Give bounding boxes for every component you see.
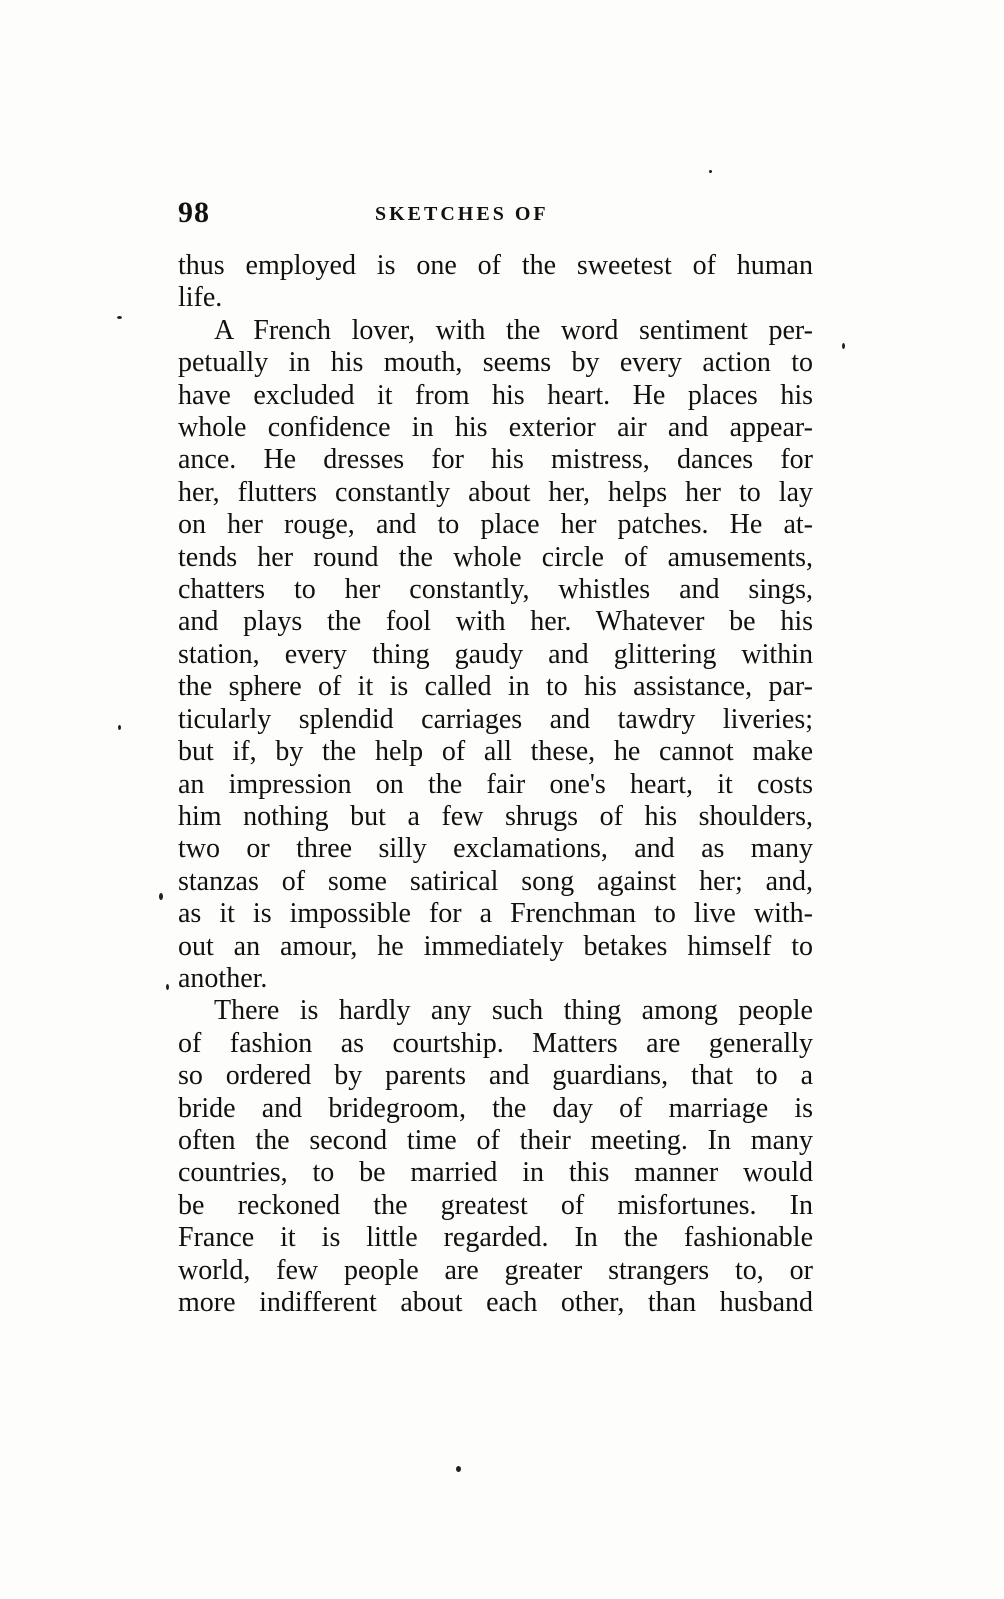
text-line: out an amour, he immediately betakes himself to — [178, 930, 813, 962]
text-line: bride and bridegroom, the day of marriage is — [178, 1092, 813, 1124]
text-line: as it is impossible for a Frenchman to live with- — [178, 898, 813, 930]
page-header — [178, 196, 818, 236]
text-line: stanzas of some satirical song against her; and, — [178, 865, 813, 897]
text-line: and plays the fool with her. Whatever be his — [178, 606, 813, 638]
text-line: life. — [178, 282, 223, 314]
text-line: station, every thing gaudy and glittering within — [178, 638, 813, 670]
text-line: France it is little regarded. In the fashionable — [178, 1222, 813, 1254]
text-line: be reckoned the greatest of misfortunes. In — [178, 1189, 813, 1221]
text-line: on her rouge, and to place her patches. He at- — [178, 509, 813, 541]
text-line: ance. He dresses for his mistress, dances for — [178, 444, 813, 476]
text-line: so ordered by parents and guardians, that to a — [178, 1060, 813, 1092]
text-line: petually in his mouth, seems by every action to — [178, 347, 813, 379]
text-line: have excluded it from his heart. He places his — [178, 379, 813, 411]
text-line: chatters to her constantly, whistles and sings, — [178, 574, 813, 606]
body-text — [178, 250, 813, 1319]
scan-speck — [166, 984, 169, 990]
scan-speck — [159, 893, 163, 900]
running-head: SKETCHES OF — [375, 203, 549, 225]
text-line: an impression on the fair one's heart, it costs — [178, 768, 813, 800]
text-line: tends her round the whole circle of amusements, — [178, 541, 813, 573]
text-line: two or three silly exclamations, and as many — [178, 833, 813, 865]
text-line: world, few people are greater strangers to, or — [178, 1254, 813, 1286]
text-line: of fashion as courtship. Matters are generally — [178, 1027, 813, 1059]
page-number: 98 — [178, 196, 210, 229]
paragraph-start-line: A French lover, with the word sentiment per- — [214, 314, 813, 346]
text-line: the sphere of it is called in to his assistance, par- — [178, 671, 813, 703]
scan-speck — [456, 1466, 461, 1472]
text-line: whole confidence in his exterior air and appear- — [178, 412, 813, 444]
text-line: thus employed is one of the sweetest of human — [178, 250, 813, 281]
text-line: another. — [178, 962, 268, 994]
text-line: but if, by the help of all these, he cannot make — [178, 736, 813, 768]
text-line: her, flutters constantly about her, helps her to lay — [178, 476, 813, 508]
paragraph-start-line: There is hardly any such thing among people — [214, 995, 813, 1027]
text-line: ticularly splendid carriages and tawdry liveries; — [178, 703, 813, 735]
scan-speck — [842, 343, 845, 349]
scan-speck — [709, 170, 712, 173]
text-line: countries, to be married in this manner would — [178, 1157, 813, 1189]
scan-speck — [117, 316, 122, 319]
text-line: him nothing but a few shrugs of his shoulders, — [178, 800, 813, 832]
text-line: often the second time of their meeting. In many — [178, 1124, 813, 1156]
text-line: more indifferent about each other, than husband — [178, 1287, 813, 1318]
scan-speck — [118, 725, 121, 730]
